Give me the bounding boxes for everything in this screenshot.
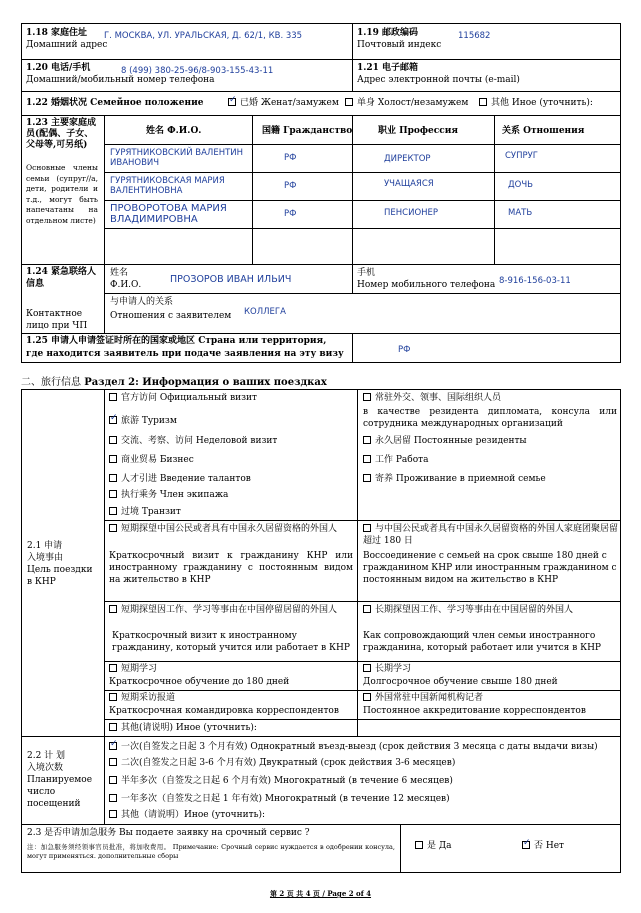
checkbox-icon: [363, 524, 371, 532]
heading-ru: Раздел 2: Информация о ваших поездках: [84, 377, 327, 388]
contact-rel-value[interactable]: КОЛЛЕГА: [244, 307, 286, 317]
email-label-ru: Адрес электронной почты (e-mail): [357, 75, 520, 85]
option-label: 一次(自签发之日起 3 个月有效) Однократный въезд-выезд (срок действия 3 месяца с даты выдачи визы): [121, 742, 598, 752]
marital-other-option[interactable]: [479, 98, 593, 109]
purpose-talent[interactable]: [109, 474, 251, 485]
option-label: 短期采访报道: [121, 693, 176, 703]
contact-name-label-ru: Ф.И.О.: [110, 280, 142, 290]
divider: [21, 736, 621, 737]
home-address-label-ru: Домашний адрес: [26, 40, 108, 50]
option-label: 半年多次（自签发之日起 6 个月有效) Многократный (в течение 6 месяцев): [121, 776, 453, 786]
purpose-diplomat[interactable]: [363, 393, 501, 404]
option-label: 是 Да: [427, 841, 452, 851]
contact-rel-label: 与申请人的关系: [110, 297, 174, 307]
family-name-2[interactable]: [110, 176, 225, 196]
option-label: 其他 Иное (уточнить):: [491, 98, 593, 108]
checkbox-icon: [109, 776, 117, 784]
checkbox-icon: [363, 664, 371, 672]
name-line: ИВАНОВИЧ: [110, 158, 160, 168]
checkbox-icon: [363, 436, 371, 444]
option-label: 长期探望因工作、学习等事由在中国居留的外国人: [375, 605, 574, 615]
checkbox-icon: [109, 664, 117, 672]
divider: [352, 23, 353, 91]
purpose-short-study-ru: Краткосрочное обучение до 180 дней: [109, 677, 290, 687]
option-label: 常驻外交、领事、国际组织人员: [375, 393, 502, 403]
purpose-diplomat-ru: в качестве резидента дипломата, консула или сотрудника международных организаций: [363, 407, 617, 429]
divider: [21, 824, 621, 825]
page-footer: 第 2 页 共 4 页 / Page 2 of 4: [269, 889, 372, 898]
purpose-work[interactable]: [363, 455, 428, 466]
purpose-permanent[interactable]: [363, 436, 527, 447]
purpose-crew[interactable]: [109, 490, 228, 501]
family-nation-1[interactable]: РФ: [284, 153, 297, 163]
label-line: 入境事由: [27, 553, 64, 563]
family-rel-1[interactable]: СУПРУГ: [505, 151, 538, 161]
col-nation-header: 国籍 Гражданство: [262, 126, 353, 136]
option-label: 短期探望因工作、学习等事由在中国停留居留的外国人: [121, 605, 338, 615]
contact-label-ru: Контактное лицо при ЧП: [26, 309, 88, 331]
contact-phone-label-ru: Номер мобильного телефона: [357, 280, 496, 290]
option-label: 外国常驻中国新闻机构记者: [375, 693, 484, 703]
phone-value[interactable]: 8 (499) 380-25-96/8-903-155-43-11: [121, 66, 274, 76]
divider: [352, 115, 353, 264]
divider: [494, 115, 495, 264]
checkbox-icon: [109, 393, 117, 401]
postcode-label-ru: Почтовый индекс: [357, 40, 442, 50]
purpose-short-press-ru: Краткосрочная командировка корреспондентов: [109, 706, 339, 716]
urgent-note: 注：加急服务须经领事官员批准，将加收费用。 Примечание: Срочный сервис нуждается в одобрении консула, могут применяться. дополнительные сборы: [27, 843, 395, 860]
checkbox-icon: [363, 474, 371, 482]
family-name-1[interactable]: [110, 148, 243, 168]
phone-label: 1.20 电话/手机: [26, 63, 91, 73]
purpose-short-family-ru: Краткосрочный визит к гражданину КНР или иностранному гражданину с постоянным видом на жительство в КНР: [109, 551, 353, 585]
name-line: ГУРЯТНИКОВСКИЙ ВАЛЕНТИН: [110, 148, 244, 158]
divider: [21, 115, 621, 116]
checkbox-checked-icon: [109, 742, 117, 750]
divider: [104, 661, 621, 662]
purpose-tourism[interactable]: [109, 416, 177, 427]
option-label: 交流、考察、访问 Неделовой визит: [121, 436, 278, 446]
checkbox-icon: [363, 605, 371, 613]
checkbox-icon: [109, 524, 117, 532]
marital-label: 1.22 婚姻状况 Семейное положение: [26, 98, 204, 108]
country-value[interactable]: РФ: [398, 345, 411, 355]
checkbox-icon: [109, 507, 117, 515]
family-job-2[interactable]: УЧАЩАЯСЯ: [384, 179, 434, 189]
option-label: 官方访问 Официальный визит: [121, 393, 258, 403]
option-label: 短期学习: [121, 664, 158, 674]
marital-married-option[interactable]: [228, 98, 339, 109]
section2-heading: [21, 377, 327, 389]
purpose-other[interactable]: [109, 723, 257, 734]
label-line: в КНР: [27, 577, 56, 587]
label-line: число: [27, 787, 56, 797]
option-label: 二次(自签发之日起 3-6 个月有效) Двукратный (срок действия 3-6 месяцев): [121, 758, 456, 768]
purpose-short-study[interactable]: [109, 664, 157, 675]
family-nation-3[interactable]: РФ: [284, 209, 297, 219]
contact-label-cn: 1.24 紧急联络人信息: [26, 267, 97, 289]
urgent-question: 2.3 是否申请加急服务 Вы подаете заявку на срочный сервис ?: [27, 828, 310, 838]
divider: [104, 293, 621, 294]
divider: [21, 333, 621, 334]
divider: [21, 91, 621, 92]
purpose-short-visit-ru: Краткосрочный визит к иностранному гражданину, который учится или работает в КНР: [112, 631, 350, 653]
name-line: ВЛАДИМИРОВНА: [110, 214, 198, 225]
contact-rel-label-ru: Отношения с заявителем: [110, 311, 232, 321]
divider: [357, 389, 358, 736]
family-rel-2[interactable]: ДОЧЬ: [508, 180, 533, 190]
family-label: 1.23 主要家庭成员(配偶、子女、父母等,可另纸): [26, 118, 97, 150]
contact-label: [26, 266, 102, 290]
label-line: Планируемое: [27, 775, 93, 785]
contact-name-label: 姓名: [110, 268, 129, 278]
contact-phone-label: 手机: [357, 268, 376, 278]
option-label: 工作 Работа: [375, 455, 429, 465]
checkbox-icon: [109, 758, 117, 766]
purpose-long-study-ru: Долгосрочное обучение свыше 180 дней: [363, 677, 558, 687]
divider: [104, 115, 105, 333]
divider: [104, 601, 621, 602]
checkbox-icon: [363, 693, 371, 701]
postcode-label: 1.19 邮政编码: [357, 28, 419, 38]
family-note: Основные члены семьи (супруг//а, дети, родители и т.д., могут быть напечатаны на отдельном листе): [26, 163, 98, 225]
checkbox-icon: [109, 605, 117, 613]
divider: [104, 389, 105, 824]
divider: [400, 824, 401, 873]
divider: [104, 172, 621, 173]
purpose-foster[interactable]: [363, 474, 546, 485]
option-label: 与中国公民或者具有中国永久居留资格的外国人家庭团聚居留超过 180 日: [363, 524, 619, 546]
label-line: Цель поездки: [27, 565, 93, 575]
checkbox-checked-icon: [109, 416, 117, 424]
option-label: 短期探望中国公民或者具有中国永久居留资格的外国人: [121, 524, 338, 534]
entries-label: [27, 750, 103, 810]
label-line: 2.2 计 划: [27, 751, 66, 761]
entries-other[interactable]: [109, 810, 265, 821]
checkbox-icon: [363, 455, 371, 463]
checkbox-icon: [109, 723, 117, 731]
purpose-label: [27, 540, 103, 588]
checkbox-icon: [109, 490, 117, 498]
marital-single-option[interactable]: [345, 98, 468, 109]
purpose-transit[interactable]: [109, 507, 181, 518]
country-label: 1.25 申请人申请签证时所在的国家或地区 Страна или территория,: [26, 336, 327, 346]
divider: [104, 520, 621, 521]
option-label: 人才引进 Введение талантов: [121, 474, 251, 484]
entries-multi-6m[interactable]: [109, 776, 453, 787]
divider: [104, 200, 621, 201]
postcode-value[interactable]: 115682: [458, 31, 491, 41]
purpose-long-press-ru: Постоянное аккредитование корреспондентов: [363, 706, 586, 716]
name-line: ГУРЯТНИКОВСКАЯ МАРИЯ: [110, 176, 225, 186]
contact-phone-value[interactable]: 8-916-156-03-11: [499, 276, 571, 286]
divider: [104, 719, 621, 720]
checkbox-icon: [109, 810, 117, 818]
home-address-label: 1.18 家庭住址: [26, 28, 88, 38]
family-job-3[interactable]: ПЕНСИОНЕР: [384, 208, 439, 218]
checkbox-icon: [345, 98, 353, 106]
divider: [104, 690, 621, 691]
purpose-long-family[interactable]: [363, 523, 618, 547]
checkbox-icon: [415, 841, 423, 849]
purpose-long-family-ru: Воссоединение с семьей на срок свыше 180 дней с гражданином КНР или иностранным гражданином с постоянным видом на жительство в КНР: [363, 551, 617, 585]
contact-name-value[interactable]: ПРОЗОРОВ ИВАН ИЛЬИЧ: [170, 274, 292, 285]
checkbox-icon: [109, 436, 117, 444]
divider: [104, 144, 621, 145]
option-label: 其他（请说明）Иное (уточнить):: [121, 810, 266, 820]
col-job-header: 职业 Профессия: [378, 126, 459, 136]
entries-single[interactable]: [109, 742, 598, 753]
option-label: 永久居留 Постоянные резиденты: [375, 436, 527, 446]
checkbox-checked-icon: [228, 98, 236, 106]
purpose-long-press[interactable]: [363, 693, 483, 704]
family-job-1[interactable]: ДИРЕКТОР: [384, 154, 431, 164]
heading-cn: 二、旅行信息: [21, 377, 81, 388]
option-label: 长期学习: [375, 664, 412, 674]
checkbox-icon: [109, 455, 117, 463]
divider: [21, 59, 621, 60]
name-line: ПРОВОРОТОВА МАРИЯ: [110, 203, 227, 214]
purpose-business[interactable]: [109, 455, 194, 466]
option-label: 寄养 Проживание в приемной семье: [375, 474, 546, 484]
home-address-value[interactable]: Г. МОСКВА, УЛ. УРАЛЬСКАЯ, Д. 62/1, КВ. 335: [104, 31, 303, 41]
urgent-yes-option[interactable]: [415, 841, 452, 852]
purpose-official[interactable]: [109, 393, 257, 404]
purpose-long-visit-ru: Как сопровождающий член семьи иностранного гражданина, который работает или учится в КНР: [363, 631, 601, 653]
purpose-long-study[interactable]: [363, 664, 411, 675]
label-line: посещений: [27, 799, 81, 809]
entries-multi-12m[interactable]: [109, 794, 450, 805]
divider: [104, 228, 621, 229]
divider: [252, 115, 253, 264]
option-label: 一年多次（自签发之日起 1 年有效) Многократный (в течение 12 месяцев): [121, 794, 450, 804]
checkbox-icon: [363, 393, 371, 401]
purpose-non-business[interactable]: [109, 436, 277, 447]
purpose-short-press[interactable]: [109, 693, 175, 704]
col-name-header: 姓名 Ф.И.О.: [146, 126, 202, 136]
purpose-short-visit[interactable]: [109, 604, 354, 616]
checkbox-icon: [109, 474, 117, 482]
name-line: ВАЛЕНТИНОВНА: [110, 186, 183, 196]
label-line: 2.1 申请: [27, 541, 63, 551]
family-name-3[interactable]: [110, 203, 227, 225]
checkbox-checked-icon: [522, 841, 530, 849]
family-rel-3[interactable]: МАТЬ: [508, 208, 533, 218]
option-label: 执行乘务 Член экипажа: [121, 490, 229, 500]
purpose-long-visit[interactable]: [363, 604, 618, 616]
checkbox-icon: [479, 98, 487, 106]
urgent-no-option[interactable]: [522, 841, 564, 852]
col-rel-header: 关系 Отношения: [502, 126, 585, 136]
entries-double[interactable]: [109, 758, 455, 769]
option-label: 已婚 Женат/замужем: [240, 98, 339, 108]
option-label: 否 Нет: [534, 841, 565, 851]
option-label: 过境 Транзит: [121, 507, 181, 517]
option-label: 单身 Холост/незамужем: [357, 98, 469, 108]
option-label: 旅游 Туризм: [121, 416, 177, 426]
label-line: 入境次数: [27, 763, 64, 773]
phone-label-ru: Домашний/мобильный номер телефона: [26, 75, 215, 85]
option-label: 其他(请说明) Иное (уточнить):: [121, 723, 257, 733]
divider: [21, 264, 621, 265]
divider: [352, 333, 353, 363]
country-label-ru: где находится заявитель при подаче заявления на эту визу: [26, 349, 344, 359]
email-label: 1.21 电子邮箱: [357, 63, 419, 73]
checkbox-icon: [109, 794, 117, 802]
purpose-short-family[interactable]: [109, 523, 354, 535]
checkbox-icon: [109, 693, 117, 701]
family-nation-2[interactable]: РФ: [284, 181, 297, 191]
divider: [352, 264, 353, 293]
option-label: 商业贸易 Бизнес: [121, 455, 194, 465]
